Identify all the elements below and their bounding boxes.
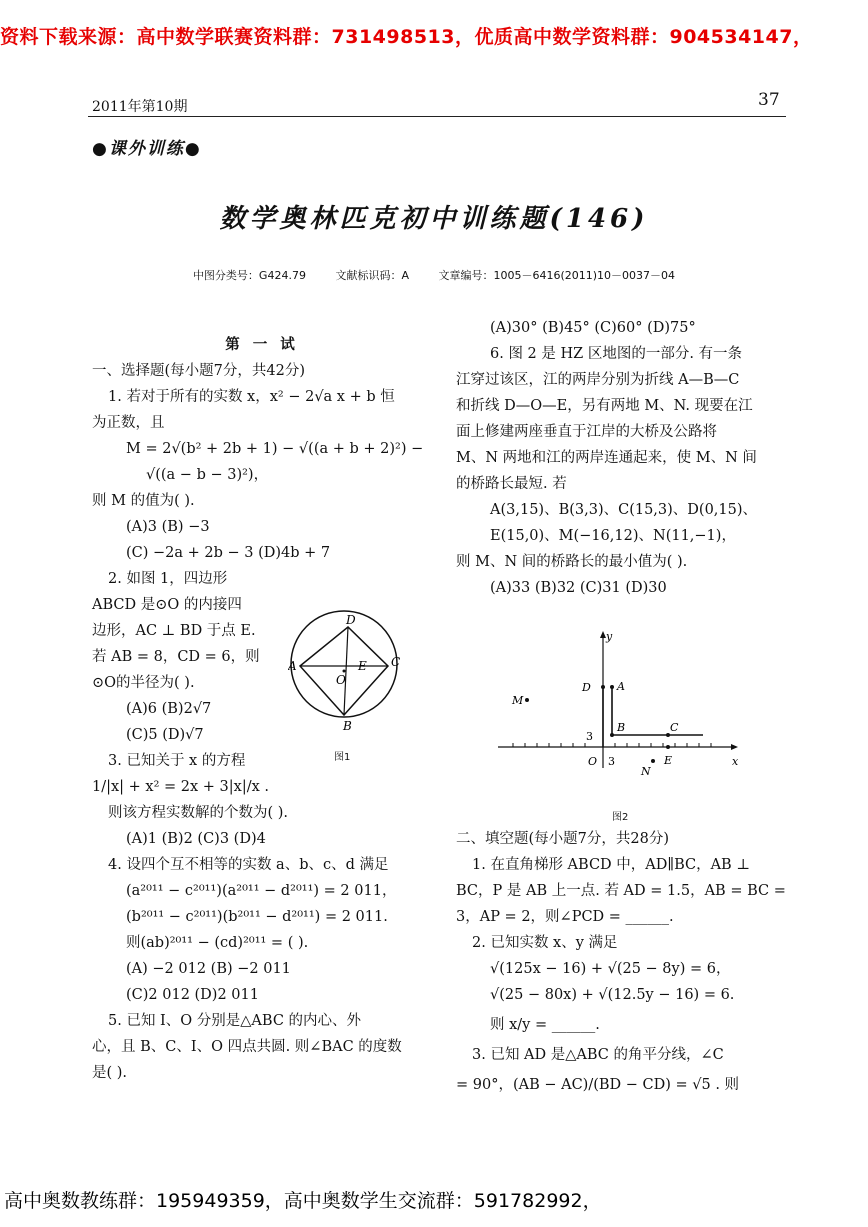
doc-code: 文献标识码：A (335, 269, 409, 282)
label-c: C (391, 655, 401, 669)
test-heading: 第 一 试 (225, 336, 299, 353)
article-number: 文章编号：1005－6416(2011)10－0037－04 (438, 269, 676, 282)
f1-line: 1. 在直角梯形 ABCD 中，AD∥BC，AB ⊥ (472, 857, 750, 873)
part2-heading: 二、填空题(每小题7分，共28分) (456, 831, 669, 847)
f2-equation: √(125x − 16) + √(25 − 8y) = 6， (490, 961, 731, 977)
point-a (610, 685, 614, 689)
q1-line: 为正数，且 (92, 415, 165, 431)
footer-banner: 高中奥数教练群：195949359，高中奥数学生交流群：591782992， (4, 1190, 602, 1212)
q6-line: 和折线 D—O—E，另有两地 M、N. 现要在江 (456, 398, 753, 414)
q1-options: (A)3 (B) −3 (126, 519, 210, 535)
x-axis-arrow-icon (731, 744, 738, 750)
point-e (666, 745, 670, 749)
label-y: y (606, 630, 613, 643)
f2-line: 则 x/y = ______. (490, 1017, 600, 1033)
point-d (601, 685, 605, 689)
label-b: B (343, 719, 352, 733)
q1-formula: √((a − b − 3)²)， (146, 467, 269, 483)
part1-heading: 一、选择题(每小题7分，共42分) (92, 363, 305, 379)
q4-equation: (a²⁰¹¹ − c²⁰¹¹)(a²⁰¹¹ − d²⁰¹¹) = 2 011， (126, 883, 397, 899)
q1-line: 1. 若对于所有的实数 x，x² − 2√a x + b 恒 (108, 389, 395, 405)
f1-line: 3，AP = 2，则∠PCD = ______. (456, 909, 674, 925)
label-a: A (288, 659, 297, 673)
q2-line: 边形，AC ⊥ BD 于点 E. (92, 623, 256, 639)
riverbank-abc (612, 687, 703, 735)
q6-line: 面上修建两座垂直于江岸的大桥及公路将 (456, 424, 717, 440)
point-b (610, 733, 614, 737)
q6-line: M、N 两地和江的两岸连通起来，使 M、N 间 (456, 450, 757, 466)
figure-1-circle (288, 608, 408, 738)
q3-line: 3. 已知关于 x 的方程 (108, 753, 246, 769)
f2-line: 2. 已知实数 x、y 满足 (472, 935, 618, 951)
q6-points: A(3,15)、B(3,3)、C(15,3)、D(0,15)、 (490, 502, 758, 518)
label-e: E (664, 754, 673, 767)
q4-line: 则(ab)²⁰¹¹ − (cd)²⁰¹¹ = ( ). (126, 935, 309, 951)
q6-line: 江穿过该区，江的两岸分别为折线 A—B—C (456, 372, 740, 388)
q4-equation: (b²⁰¹¹ − c²⁰¹¹)(b²⁰¹¹ − d²⁰¹¹) = 2 011. (126, 909, 388, 925)
q2-line: ⊙O的半径为( ). (92, 675, 195, 691)
label-o: O (336, 673, 346, 687)
label-y-three: 3 (586, 730, 593, 743)
label-e: E (358, 659, 367, 673)
section-tag: ●课外训练● (92, 139, 202, 159)
label-n: N (641, 765, 651, 778)
label-a: A (617, 680, 625, 693)
issue-label: 2011年第10期 (92, 99, 188, 115)
f2-equation: √(25 − 80x) + √(12.5y − 16) = 6. (490, 987, 735, 1003)
figure-1-caption: 图1 (334, 752, 351, 763)
f1-line: BC，P 是 AB 上一点. 若 AD = 1.5，AB = BC = (456, 883, 786, 899)
q6-points: E(15,0)、M(−16,12)、N(11,−1)， (490, 528, 736, 544)
label-c: C (670, 721, 679, 734)
q2-options: (A)6 (B)2√7 (126, 701, 212, 717)
q2-line: 2. 如图 1，四边形 (108, 571, 228, 587)
q5-line: 心，且 B、C、I、O 四点共圆. 则∠BAC 的度数 (92, 1039, 402, 1055)
figure-2-map (498, 628, 748, 778)
label-m: M (512, 694, 524, 707)
q1-formula: M = 2√(b² + 2b + 1) − √((a + b + 2)²) − (126, 441, 424, 457)
label-o: O (588, 755, 598, 768)
q1-line: 则 M 的值为( ). (92, 493, 195, 509)
header-rule (88, 116, 786, 117)
label-x: x (732, 755, 739, 768)
q1-options: (C) −2a + 2b − 3 (D)4b + 7 (126, 545, 331, 561)
q2-line: 若 AB = 8，CD = 6，则 (92, 649, 260, 665)
q3-options: (A)1 (B)2 (C)3 (D)4 (126, 831, 266, 847)
f3-line: 3. 已知 AD 是△ABC 的角平分线，∠C (472, 1047, 724, 1063)
label-d: D (582, 681, 591, 694)
f3-line: = 90°，(AB − AC)/(BD − CD) = √5 . 则 (456, 1077, 740, 1093)
q4-options: (C)2 012 (D)2 011 (126, 987, 259, 1003)
q6-line: 6. 图 2 是 HZ 区地图的一部分. 有一条 (490, 346, 743, 362)
q5-line: 是( ). (92, 1065, 128, 1081)
q5-line: 5. 已知 I、O 分别是△ABC 的内心、外 (108, 1013, 362, 1029)
circle-o (291, 611, 397, 717)
label-b: B (617, 721, 626, 734)
q6-options: (A)33 (B)32 (C)31 (D)30 (490, 580, 667, 596)
q3-equation: 1/|x| + x² = 2x + 3|x|/x . (92, 779, 270, 795)
clc-number: 中图分类号：G424.79 (192, 269, 306, 282)
figure-2-caption: 图2 (612, 812, 629, 823)
download-source-banner: 资料下载来源：高中数学联赛资料群：731498513，优质高中数学资料群：904534147， (0, 26, 813, 48)
classification-meta (0, 267, 868, 283)
point-n (651, 759, 655, 763)
q6-line: 的桥路长最短. 若 (456, 476, 567, 492)
point-m (525, 698, 529, 702)
q4-options: (A) −2 012 (B) −2 011 (126, 961, 291, 977)
q3-line: 则该方程实数解的个数为( ). (108, 805, 289, 821)
right-column-lower (456, 826, 796, 1102)
page-number: 37 (758, 90, 780, 110)
label-d: D (346, 613, 356, 627)
q4-line: 4. 设四个互不相等的实数 a、b、c、d 满足 (108, 857, 389, 873)
q6-line: 则 M、N 间的桥路长的最小值为( ). (456, 554, 688, 570)
q5-options: (A)30° (B)45° (C)60° (D)75° (490, 320, 696, 336)
right-column (456, 315, 796, 601)
q2-options: (C)5 (D)√7 (126, 727, 204, 743)
label-x-three: 3 (608, 755, 615, 768)
q2-line: ABCD 是⊙O 的内接四 (92, 597, 242, 613)
article-title: 数学奥林匹克初中训练题(146) (219, 204, 649, 234)
